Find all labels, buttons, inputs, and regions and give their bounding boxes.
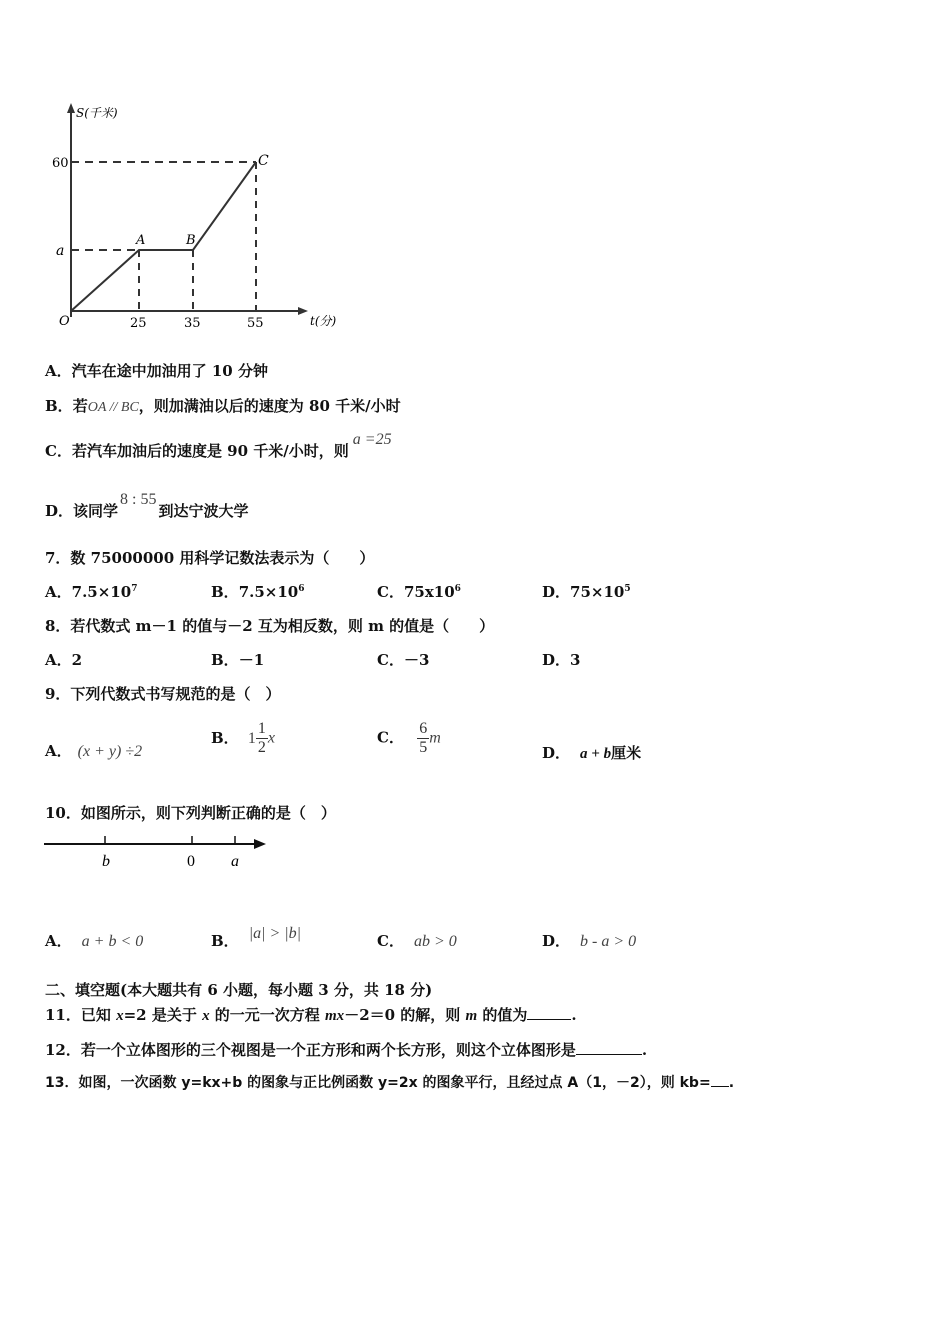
x-tick-55: 55	[247, 316, 264, 331]
y-axis-label: S(千米)	[76, 106, 118, 120]
q9-option-c: C． $\frac{6}{5}$ m	[377, 720, 441, 756]
q9-option-b: B． 1 $\frac{1}{2}$ x	[211, 720, 276, 756]
y-axis-arrow	[67, 103, 75, 113]
q12: 12．若一个立体图形的三个视图是一个正方形和两个长方形，则这个立体图形是 .	[45, 1041, 648, 1059]
q10-option-c: C． ab > 0	[377, 932, 457, 950]
point-a-label: A	[136, 233, 146, 248]
q10-stem: 10．如图所示，则下列判断正确的是（ ）	[45, 804, 336, 822]
number-line	[44, 832, 274, 874]
q9-option-a: A． (x + y) ÷2	[45, 742, 143, 760]
y-tick-60: 60	[52, 156, 69, 171]
x-axis-label: t(分)	[310, 314, 337, 328]
q11-answer-blank[interactable]	[527, 1019, 571, 1020]
number-line-a: a	[231, 853, 239, 870]
q8-option-b: B．－1	[211, 651, 265, 669]
x-tick-25: 25	[130, 316, 147, 331]
distance-time-graph	[40, 95, 340, 340]
q6-option-a: A．汽车在途中加油用了 10 分钟	[45, 362, 268, 380]
x-axis-arrow	[298, 307, 308, 315]
q13-answer-blank[interactable]	[711, 1086, 729, 1087]
q6-option-c: C．若汽车加油后的速度是 90 千米/小时，则a =25	[45, 431, 392, 460]
q6-option-b: B．若OA // BC，则加满油以后的速度为 80 千米/小时	[45, 397, 401, 415]
q7-stem: 7．数 75000000 用科学记数法表示为（ ）	[45, 549, 375, 567]
q8-stem: 8．若代数式 m－1 的值与－2 互为相反数，则 m 的值是（ ）	[45, 617, 495, 635]
point-b-label: B	[186, 233, 196, 248]
y-tick-a: a	[56, 243, 65, 259]
q8-option-d: D．3	[542, 651, 581, 669]
q9-option-d: D． a + b厘米	[542, 744, 642, 762]
origin-label: O	[59, 314, 70, 329]
number-line-zero: 0	[187, 853, 195, 870]
point-c-label: C	[258, 153, 269, 169]
q7-option-c: C．$75x10^6$	[377, 583, 461, 601]
q13: 13．如图，一次函数 y=kx+b 的图象与正比例函数 y=2x 的图象平行，且经过点 A（1，－2），则 kb= .	[45, 1075, 735, 1091]
q6-option-d: D．该同学8 : 55到达宁波大学	[45, 491, 249, 520]
q7-option-b: B．$7.5\times 10^6$	[211, 583, 305, 601]
section2-title: 二、填空题(本大题共有 6 小题，每小题 3 分，共 18 分)	[45, 981, 433, 999]
q8-option-a: A．2	[45, 651, 83, 669]
q7-option-d: D．$75\times 10^5$	[542, 583, 631, 601]
q9-stem: 9．下列代数式书写规范的是（ ）	[45, 685, 281, 703]
q10-option-a: A． a + b < 0	[45, 932, 144, 950]
q10-option-b: B． |a| > |b|	[211, 925, 302, 950]
x-tick-35: 35	[184, 316, 201, 331]
q12-answer-blank[interactable]	[576, 1054, 642, 1055]
q10-option-d: D． b - a > 0	[542, 932, 637, 950]
distance-line	[71, 162, 256, 311]
q7-option-a: A．$7.5\times 10^7$	[45, 583, 138, 601]
number-line-b: b	[102, 853, 110, 870]
q11: 11．已知 x=2 是关于 x 的一元一次方程 mx－2＝0 的解，则 m 的值为 .	[45, 1006, 577, 1024]
q8-option-c: C．－3	[377, 651, 430, 669]
